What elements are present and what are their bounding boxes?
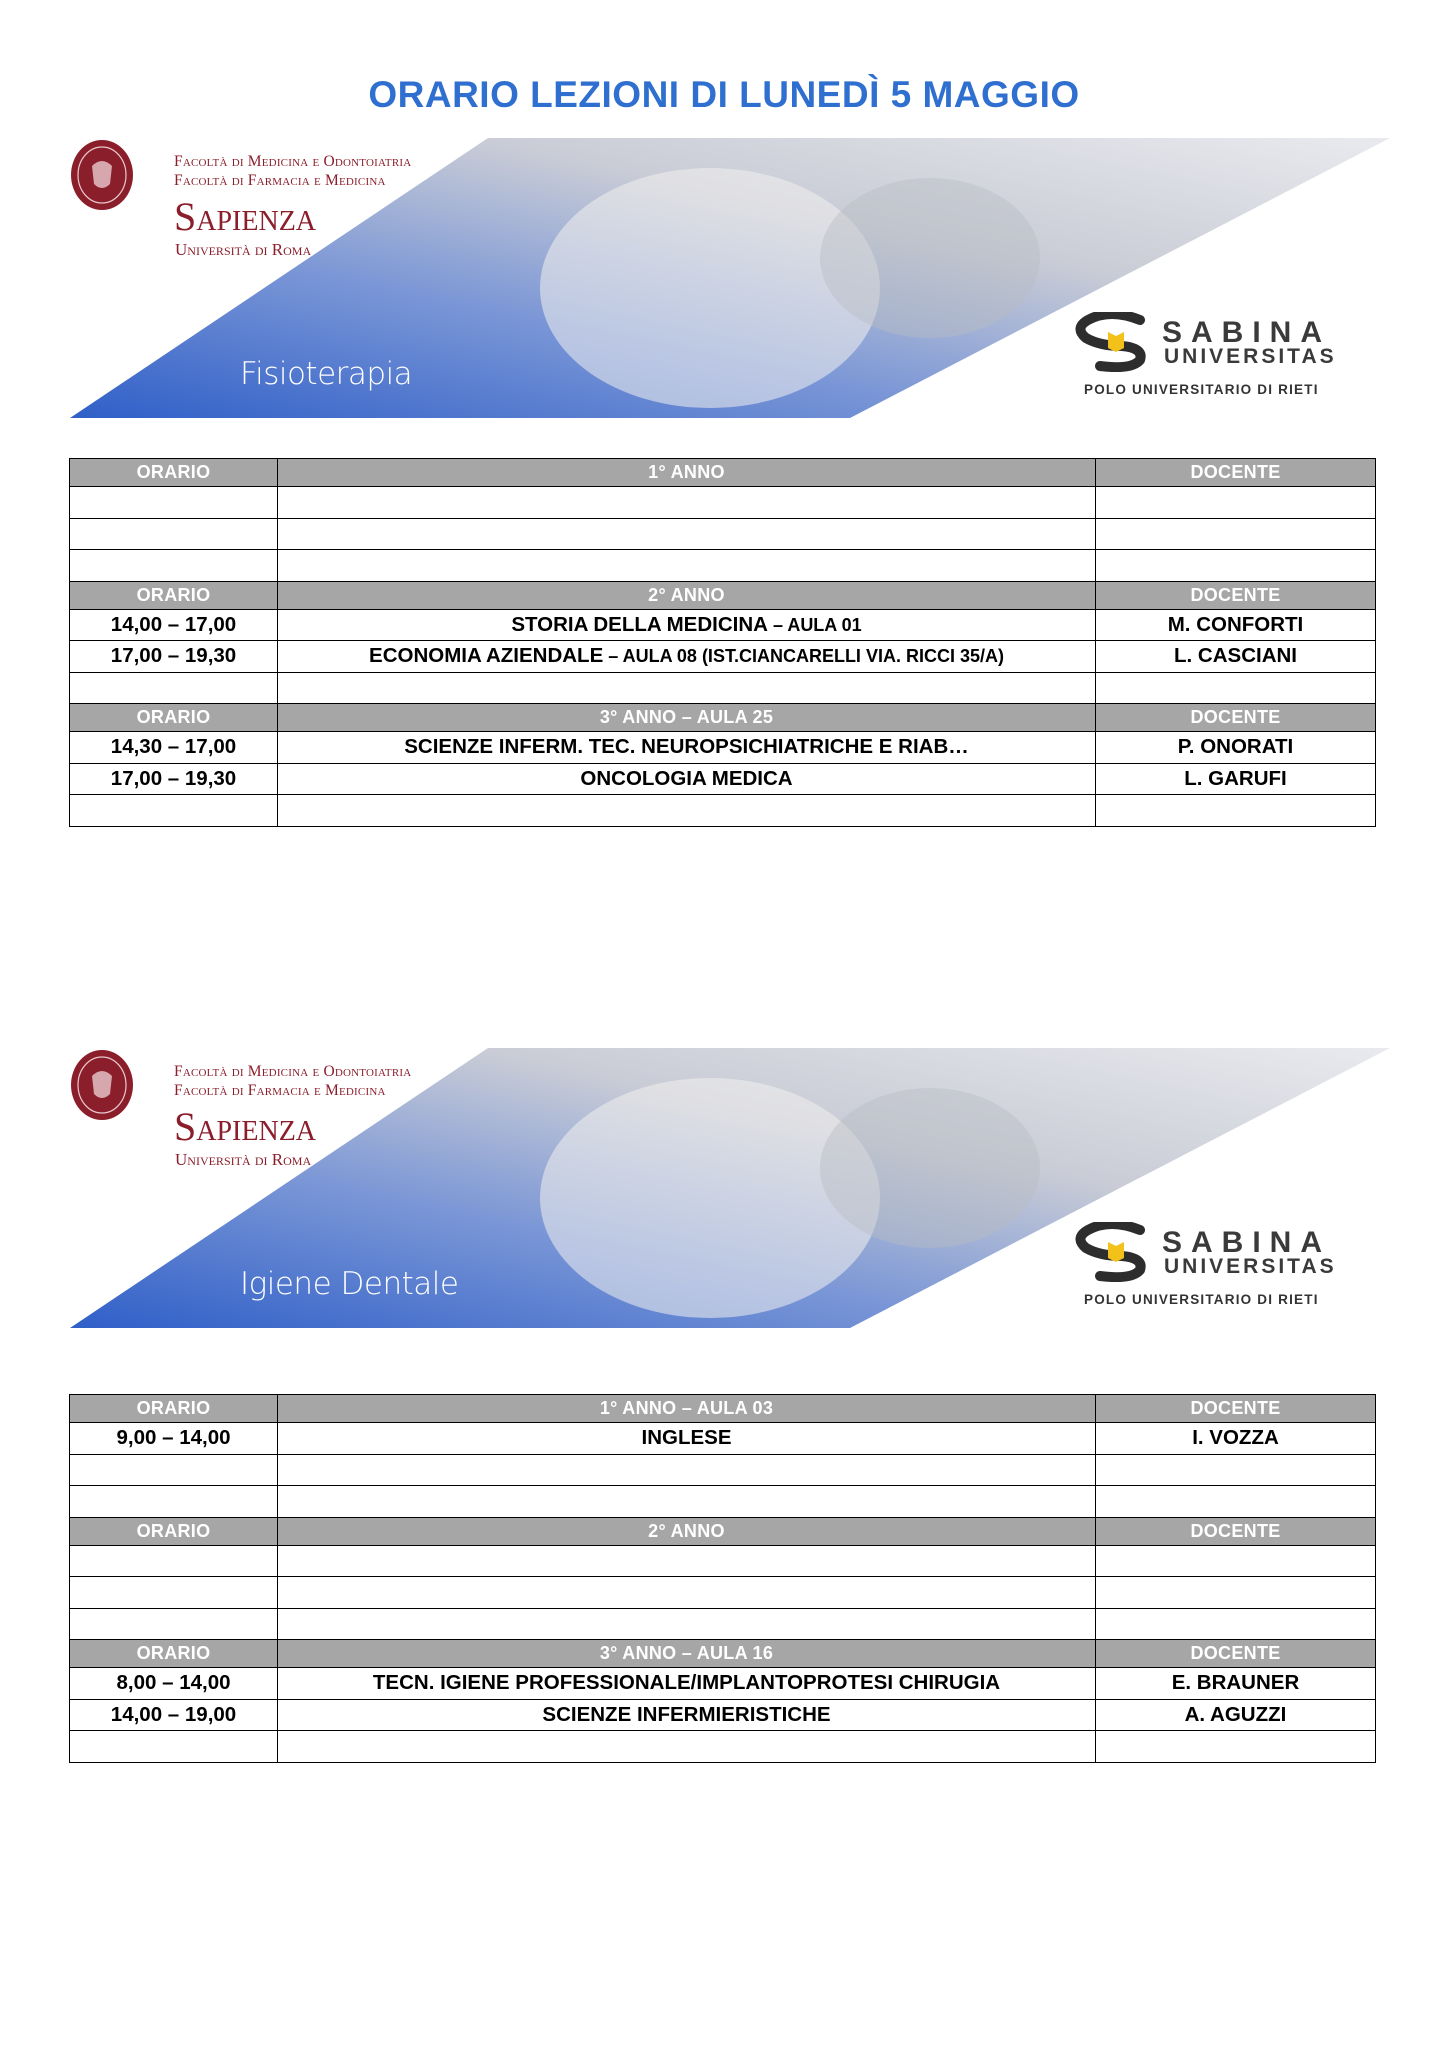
university-name: Sapienza xyxy=(174,194,317,239)
subject-name: SCIENZE INFERMIERISTICHE xyxy=(542,1702,831,1726)
sabina-universitas: UNIVERSITAS xyxy=(1164,345,1337,368)
subject-cell xyxy=(278,1577,1096,1609)
table-row xyxy=(70,795,1376,827)
time-cell: 8,00 – 14,00 xyxy=(70,1668,278,1700)
university-sub: Università di Roma xyxy=(175,1150,312,1169)
header-time: ORARIO xyxy=(70,581,278,609)
table-row xyxy=(70,672,1376,704)
table-header-row xyxy=(70,1640,1376,1668)
teacher-cell: M. CONFORTI xyxy=(1096,609,1376,641)
subject-name: ONCOLOGIA MEDICA xyxy=(580,766,793,790)
header-teacher: DOCENTE xyxy=(1096,1395,1376,1423)
time-cell xyxy=(70,1486,278,1518)
header-year: 2° ANNO xyxy=(278,581,1096,609)
table-row xyxy=(70,1545,1376,1577)
table-row xyxy=(70,518,1376,550)
sabina-word: SABINA xyxy=(1162,1226,1332,1259)
teacher-cell xyxy=(1096,1577,1376,1609)
header-time: ORARIO xyxy=(70,1640,278,1668)
header-teacher: DOCENTE xyxy=(1096,459,1376,487)
header-teacher: DOCENTE xyxy=(1096,1517,1376,1545)
header-time: ORARIO xyxy=(70,1395,278,1423)
sabina-polo: POLO UNIVERSITARIO DI RIETI xyxy=(1084,382,1319,397)
time-cell xyxy=(70,1454,278,1486)
photo-figure-2 xyxy=(820,178,1040,338)
time-cell xyxy=(70,1577,278,1609)
time-cell: 14,30 – 17,00 xyxy=(70,732,278,764)
subject-cell xyxy=(278,795,1096,827)
teacher-cell xyxy=(1096,1608,1376,1640)
photo-figure-2 xyxy=(820,1088,1040,1248)
subject-room: – AULA 01 xyxy=(767,614,862,635)
table-header-row xyxy=(70,459,1376,487)
subject-room: – AULA 08 (IST.CIANCARELLI VIA. RICCI 35/A) xyxy=(603,646,1004,667)
subject-cell xyxy=(278,1545,1096,1577)
university-name: Sapienza xyxy=(174,1104,317,1149)
time-cell xyxy=(70,487,278,519)
table-row xyxy=(70,1486,1376,1518)
header-year: 2° ANNO xyxy=(278,1517,1096,1545)
teacher-cell xyxy=(1096,1454,1376,1486)
time-cell: 17,00 – 19,30 xyxy=(70,763,278,795)
subject-cell xyxy=(278,550,1096,582)
table-row xyxy=(70,1608,1376,1640)
teacher-cell xyxy=(1096,672,1376,704)
header-teacher: DOCENTE xyxy=(1096,704,1376,732)
table-row xyxy=(70,609,1376,641)
time-cell xyxy=(70,795,278,827)
header-year: 3° ANNO – AULA 25 xyxy=(278,704,1096,732)
teacher-cell: L. GARUFI xyxy=(1096,763,1376,795)
time-cell: 14,00 – 17,00 xyxy=(70,609,278,641)
teacher-cell: L. CASCIANI xyxy=(1096,641,1376,673)
teacher-cell: I. VOZZA xyxy=(1096,1423,1376,1455)
subject-cell xyxy=(278,641,1096,673)
table-header-row xyxy=(70,1517,1376,1545)
table-row xyxy=(70,1668,1376,1700)
sabina-logo-icon xyxy=(1070,312,1158,372)
time-cell xyxy=(70,1731,278,1763)
sapienza-seal-icon xyxy=(70,1048,134,1122)
schedule-table xyxy=(69,1394,1376,1763)
header-year: 3° ANNO – AULA 16 xyxy=(278,1640,1096,1668)
sabina-brand xyxy=(1070,312,1370,402)
faculty-line-2: Facoltà di Farmacia e Medicina xyxy=(174,172,386,189)
header-time: ORARIO xyxy=(70,704,278,732)
subject-cell xyxy=(278,1608,1096,1640)
table-row xyxy=(70,1699,1376,1731)
subject-cell xyxy=(278,672,1096,704)
subject-name: ECONOMIA AZIENDALE xyxy=(369,644,604,668)
subject-cell xyxy=(278,1454,1096,1486)
teacher-cell xyxy=(1096,1486,1376,1518)
table-row xyxy=(70,1577,1376,1609)
teacher-cell xyxy=(1096,487,1376,519)
header-time: ORARIO xyxy=(70,1517,278,1545)
time-cell: 17,00 – 19,30 xyxy=(70,641,278,673)
header-teacher: DOCENTE xyxy=(1096,1640,1376,1668)
subject-name: SCIENZE INFERM. TEC. NEUROPSICHIATRICHE E RIAB… xyxy=(404,735,969,759)
sabina-brand xyxy=(1070,1222,1370,1312)
table-row xyxy=(70,1423,1376,1455)
schedule-table xyxy=(69,458,1376,827)
table-row xyxy=(70,550,1376,582)
table-row xyxy=(70,763,1376,795)
time-cell xyxy=(70,1608,278,1640)
subject-cell xyxy=(278,1668,1096,1700)
teacher-cell: A. AGUZZI xyxy=(1096,1699,1376,1731)
time-cell: 14,00 – 19,00 xyxy=(70,1699,278,1731)
university-sub: Università di Roma xyxy=(175,240,312,259)
time-cell xyxy=(70,1545,278,1577)
subject-cell xyxy=(278,609,1096,641)
teacher-cell xyxy=(1096,1545,1376,1577)
faculty-line-1: Facoltà di Medicina e Odontoiatria xyxy=(174,1063,412,1080)
teacher-cell: P. ONORATI xyxy=(1096,732,1376,764)
sabina-polo: POLO UNIVERSITARIO DI RIETI xyxy=(1084,1292,1319,1307)
header-year: 1° ANNO xyxy=(278,459,1096,487)
course-banner xyxy=(70,1048,1390,1328)
teacher-cell xyxy=(1096,795,1376,827)
header-year: 1° ANNO – AULA 03 xyxy=(278,1395,1096,1423)
teacher-cell: E. BRAUNER xyxy=(1096,1668,1376,1700)
subject-cell xyxy=(278,732,1096,764)
table-row xyxy=(70,1731,1376,1763)
sabina-universitas: UNIVERSITAS xyxy=(1164,1255,1337,1278)
sabina-logo-icon xyxy=(1070,1222,1158,1282)
course-label: Igiene Dentale xyxy=(240,1266,459,1302)
subject-cell xyxy=(278,1486,1096,1518)
faculty-line-1: Facoltà di Medicina e Odontoiatria xyxy=(174,153,412,170)
teacher-cell xyxy=(1096,518,1376,550)
sabina-word: SABINA xyxy=(1162,316,1332,349)
course-label: Fisioterapia xyxy=(240,356,413,392)
table-header-row xyxy=(70,704,1376,732)
subject-cell xyxy=(278,763,1096,795)
time-cell xyxy=(70,518,278,550)
subject-cell xyxy=(278,1699,1096,1731)
subject-cell xyxy=(278,1423,1096,1455)
faculty-line-2: Facoltà di Farmacia e Medicina xyxy=(174,1082,386,1099)
subject-cell xyxy=(278,1731,1096,1763)
table-row xyxy=(70,1454,1376,1486)
sapienza-seal-icon xyxy=(70,138,134,212)
table-row xyxy=(70,732,1376,764)
time-cell: 9,00 – 14,00 xyxy=(70,1423,278,1455)
page-title: ORARIO LEZIONI DI LUNEDÌ 5 MAGGIO xyxy=(368,74,1080,115)
table-row xyxy=(70,641,1376,673)
course-banner xyxy=(70,138,1390,418)
table-header-row xyxy=(70,1395,1376,1423)
subject-cell xyxy=(278,518,1096,550)
table-row xyxy=(70,487,1376,519)
subject-name: TECN. IGIENE PROFESSIONALE/IMPLANTOPROTESI CHIRUGIA xyxy=(372,1671,1001,1695)
time-cell xyxy=(70,550,278,582)
header-time: ORARIO xyxy=(70,459,278,487)
subject-cell xyxy=(278,487,1096,519)
teacher-cell xyxy=(1096,550,1376,582)
sapienza-brand xyxy=(70,138,490,298)
subject-name: INGLESE xyxy=(641,1426,732,1450)
teacher-cell xyxy=(1096,1731,1376,1763)
table-header-row xyxy=(70,581,1376,609)
time-cell xyxy=(70,672,278,704)
sapienza-brand xyxy=(70,1048,490,1208)
header-teacher: DOCENTE xyxy=(1096,581,1376,609)
subject-name: STORIA DELLA MEDICINA xyxy=(511,612,768,636)
